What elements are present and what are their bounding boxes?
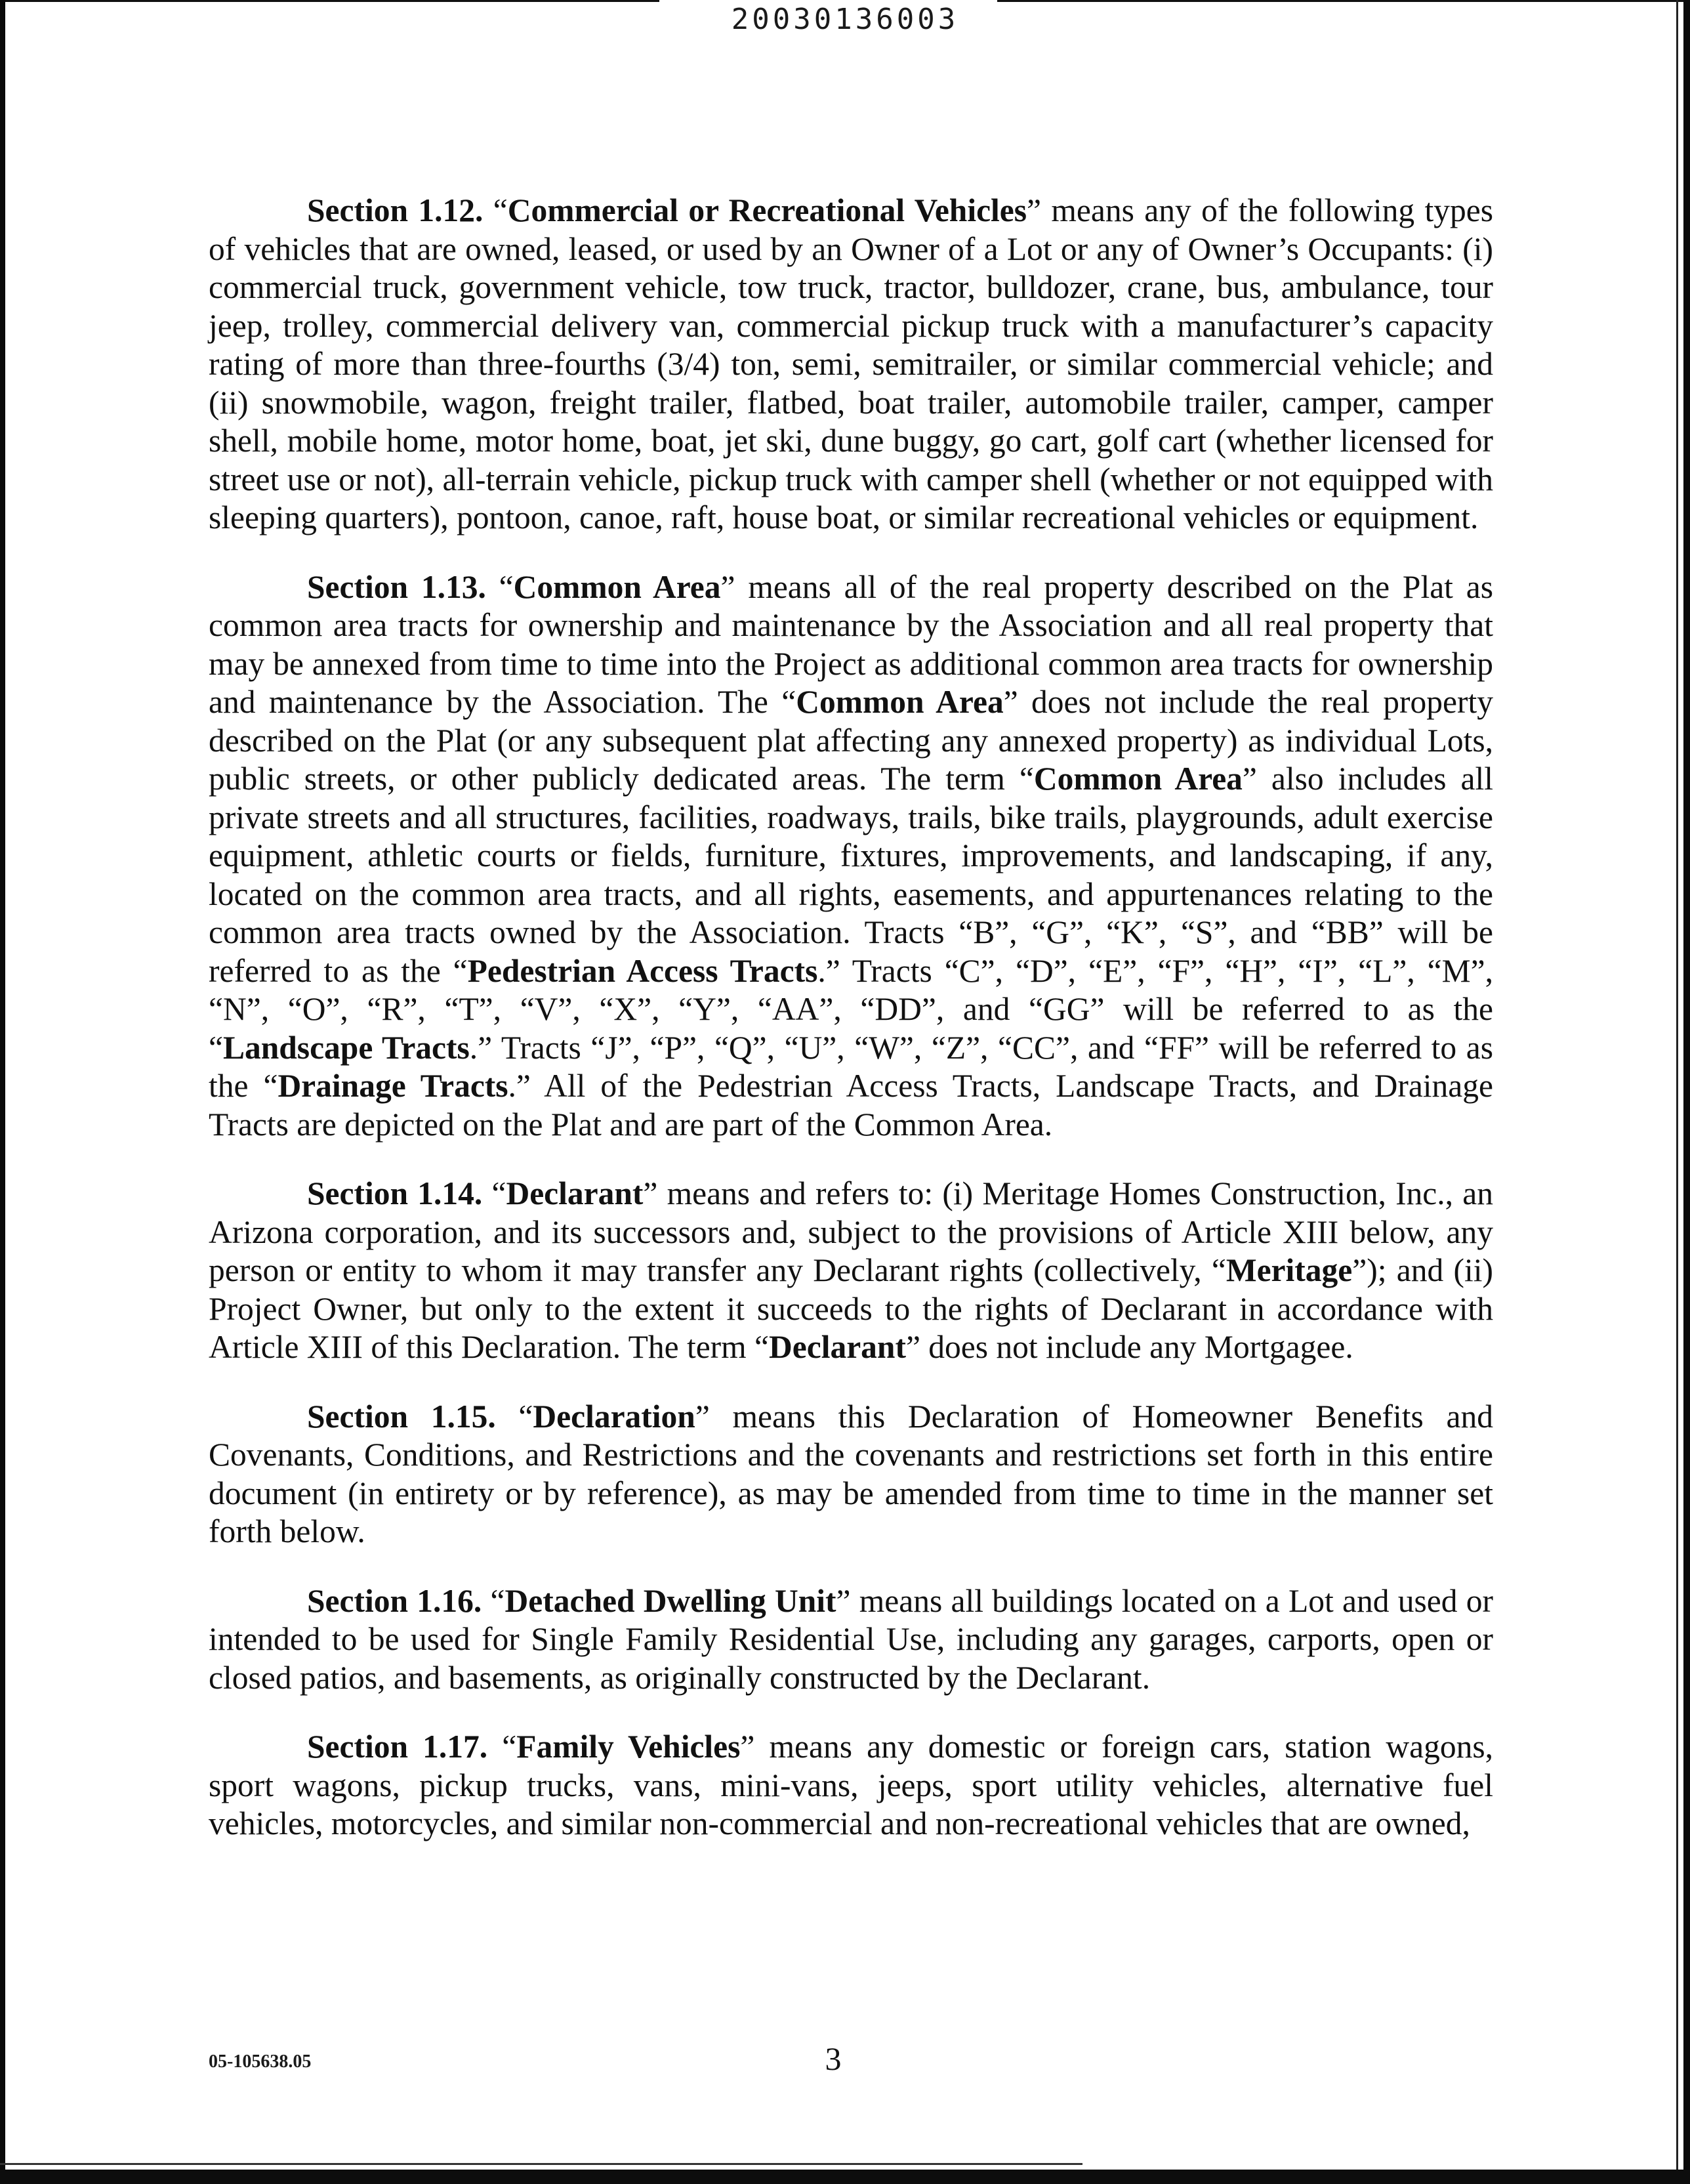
- footer-document-code: 05-105638.05: [209, 2051, 312, 2072]
- section-1-16: [209, 1582, 1493, 1698]
- page-body: [209, 192, 1493, 1874]
- section-text: ” means and refers to: (i) Meritage Homes Construction, Inc., an Arizona corporation, and its successors and, subject to the provisions of Article XIII below, any person or entity to whom it may transfer any Declarant rights (collectively, “: [209, 1175, 1493, 1288]
- bold-term: Commercial or Recreational Vehicles: [507, 192, 1027, 228]
- scan-border-bottom: [0, 2170, 1690, 2184]
- section-1-14: [209, 1175, 1493, 1367]
- bold-term: Family Vehicles: [516, 1729, 741, 1765]
- bold-term: Common Area: [796, 684, 1004, 720]
- section-1-17: [209, 1728, 1493, 1843]
- section-text: .” All of the Pedestrian Access Tracts, Landscape Tracts, and Drainage Tracts are depicted on the Plat and are part of the Common Area.: [209, 1068, 1493, 1143]
- bold-term: Declarant: [769, 1329, 906, 1365]
- bold-term: Section 1.12.: [307, 192, 484, 228]
- section-text: ” does not include the real property described on the Plat (or any subsequent plat affecting any annexed property) as individual Lots, public streets, or other publicly dedicated areas. The term “: [209, 684, 1493, 797]
- section-text: ” means all of the real property described on the Plat as common area tracts for ownership and maintenance by the Association and all real property that may be annexed from time to time into the Project as additional common area tracts for ownership and maintenance by the Association. The “: [209, 568, 1493, 720]
- bold-term: Drainage Tracts: [278, 1068, 508, 1104]
- scan-border-right: [1683, 0, 1690, 2184]
- section-text: “: [482, 1175, 506, 1211]
- bold-term: Section 1.17.: [307, 1729, 488, 1765]
- section-text: ” means any of the following types of vehicles that are owned, leased, or used by an Owner of a Lot or any of Owner’s Occupants: (i) commercial truck, government vehicle, tow truck, tractor, bulldozer, crane, bus, ambulance, tour jeep, trolley, commercial delivery van, commercial pickup truck with a manufacturer’s capacity rating of more than three-fourths (3/4) ton, semi, semitrailer, or similar commercial vehicle; and (ii) snowmobile, wagon, freight trailer, flatbed, boat trailer, automobile trailer, camper, camper shell, mobile home, motor home, boat, jet ski, dune buggy, go cart, golf cart (whether licensed for street use or not), all-terrain vehicle, pickup truck with camper shell (whether or not equipped with sleeping quarters), pontoon, canoe, raft, house boat, or similar recreational vehicles or equipment.: [209, 192, 1493, 536]
- bold-term: Section 1.16.: [307, 1582, 482, 1619]
- bold-term: Landscape Tracts: [222, 1029, 470, 1066]
- section-text: ” means this Declaration of Homeowner Benefits and Covenants, Conditions, and Restrictions and the covenants and restrictions set forth in this entire document (in entirety or by reference), as may be amended from time to time in the manner set forth below.: [209, 1398, 1493, 1549]
- section-text: ” means all buildings located on a Lot and used or intended to be used for Single Family Residential Use, including any garages, carports, open or closed patios, and basements, as originally constructed by the Declarant.: [209, 1582, 1493, 1696]
- section-text: .” Tracts “J”, “P”, “Q”, “U”, “W”, “Z”, “CC”, and “FF” will be referred to as the “: [209, 1029, 1493, 1104]
- section-text: ”); and (ii) Project Owner, but only to the extent it succeeds to the rights of Declarant in accordance with Article XIII of this Declaration. The term “: [209, 1252, 1493, 1365]
- bold-term: Common Area: [513, 568, 721, 605]
- bold-term: Declarant: [506, 1175, 644, 1211]
- section-text: ” does not include any Mortgagee.: [905, 1329, 1353, 1365]
- page-number: 3: [825, 2040, 842, 2077]
- bold-term: Detached Dwelling Unit: [505, 1582, 836, 1619]
- section-text: “: [487, 1729, 517, 1765]
- scan-border-bottom-inner: [0, 2163, 1082, 2165]
- section-text: “: [495, 1398, 533, 1435]
- section-1-15: [209, 1398, 1493, 1551]
- section-1-13: [209, 568, 1493, 1144]
- bold-term: Section 1.15.: [307, 1398, 496, 1435]
- bold-term: Section 1.13.: [307, 568, 486, 605]
- scan-border-right-inner: [1676, 0, 1678, 2184]
- section-text: ” means any domestic or foreign cars, station wagons, sport wagons, pickup trucks, vans, mini-vans, jeeps, sport utility vehicles, alternative fuel vehicles, motorcycles, and similar non-commercial and non-recreational vehicles that are owned,: [209, 1729, 1493, 1841]
- section-1-12: [209, 192, 1493, 537]
- section-text: “: [483, 192, 508, 228]
- section-text: ” also includes all private streets and all structures, facilities, roadways, trails, bike trails, playgrounds, adult exercise equipment, athletic courts or fields, furniture, fixtures, improvements, and landscaping, if any, located on the common area tracts, and all rights, easements, and appurtenances relating to the common area tracts owned by the Association. Tracts “B”, “G”, “K”, “S”, and “BB” will be referred to as the “: [209, 761, 1493, 989]
- document-number: 20030136003: [731, 3, 959, 36]
- section-text: .” Tracts “C”, “D”, “E”, “F”, “H”, “I”, “L”, “M”, “N”, “O”, “R”, “T”, “V”, “X”, “Y”, “AA”, “DD”, and “GG” will be referred to as the “: [209, 952, 1493, 1066]
- bold-term: Meritage: [1226, 1252, 1353, 1288]
- bold-term: Pedestrian Access Tracts: [467, 952, 818, 989]
- bold-term: Declaration: [533, 1398, 695, 1435]
- scan-border-left: [0, 0, 5, 2184]
- bold-term: Section 1.14.: [307, 1175, 483, 1211]
- section-text: “: [482, 1582, 505, 1619]
- section-text: “: [485, 568, 514, 605]
- bold-term: Common Area: [1033, 761, 1243, 797]
